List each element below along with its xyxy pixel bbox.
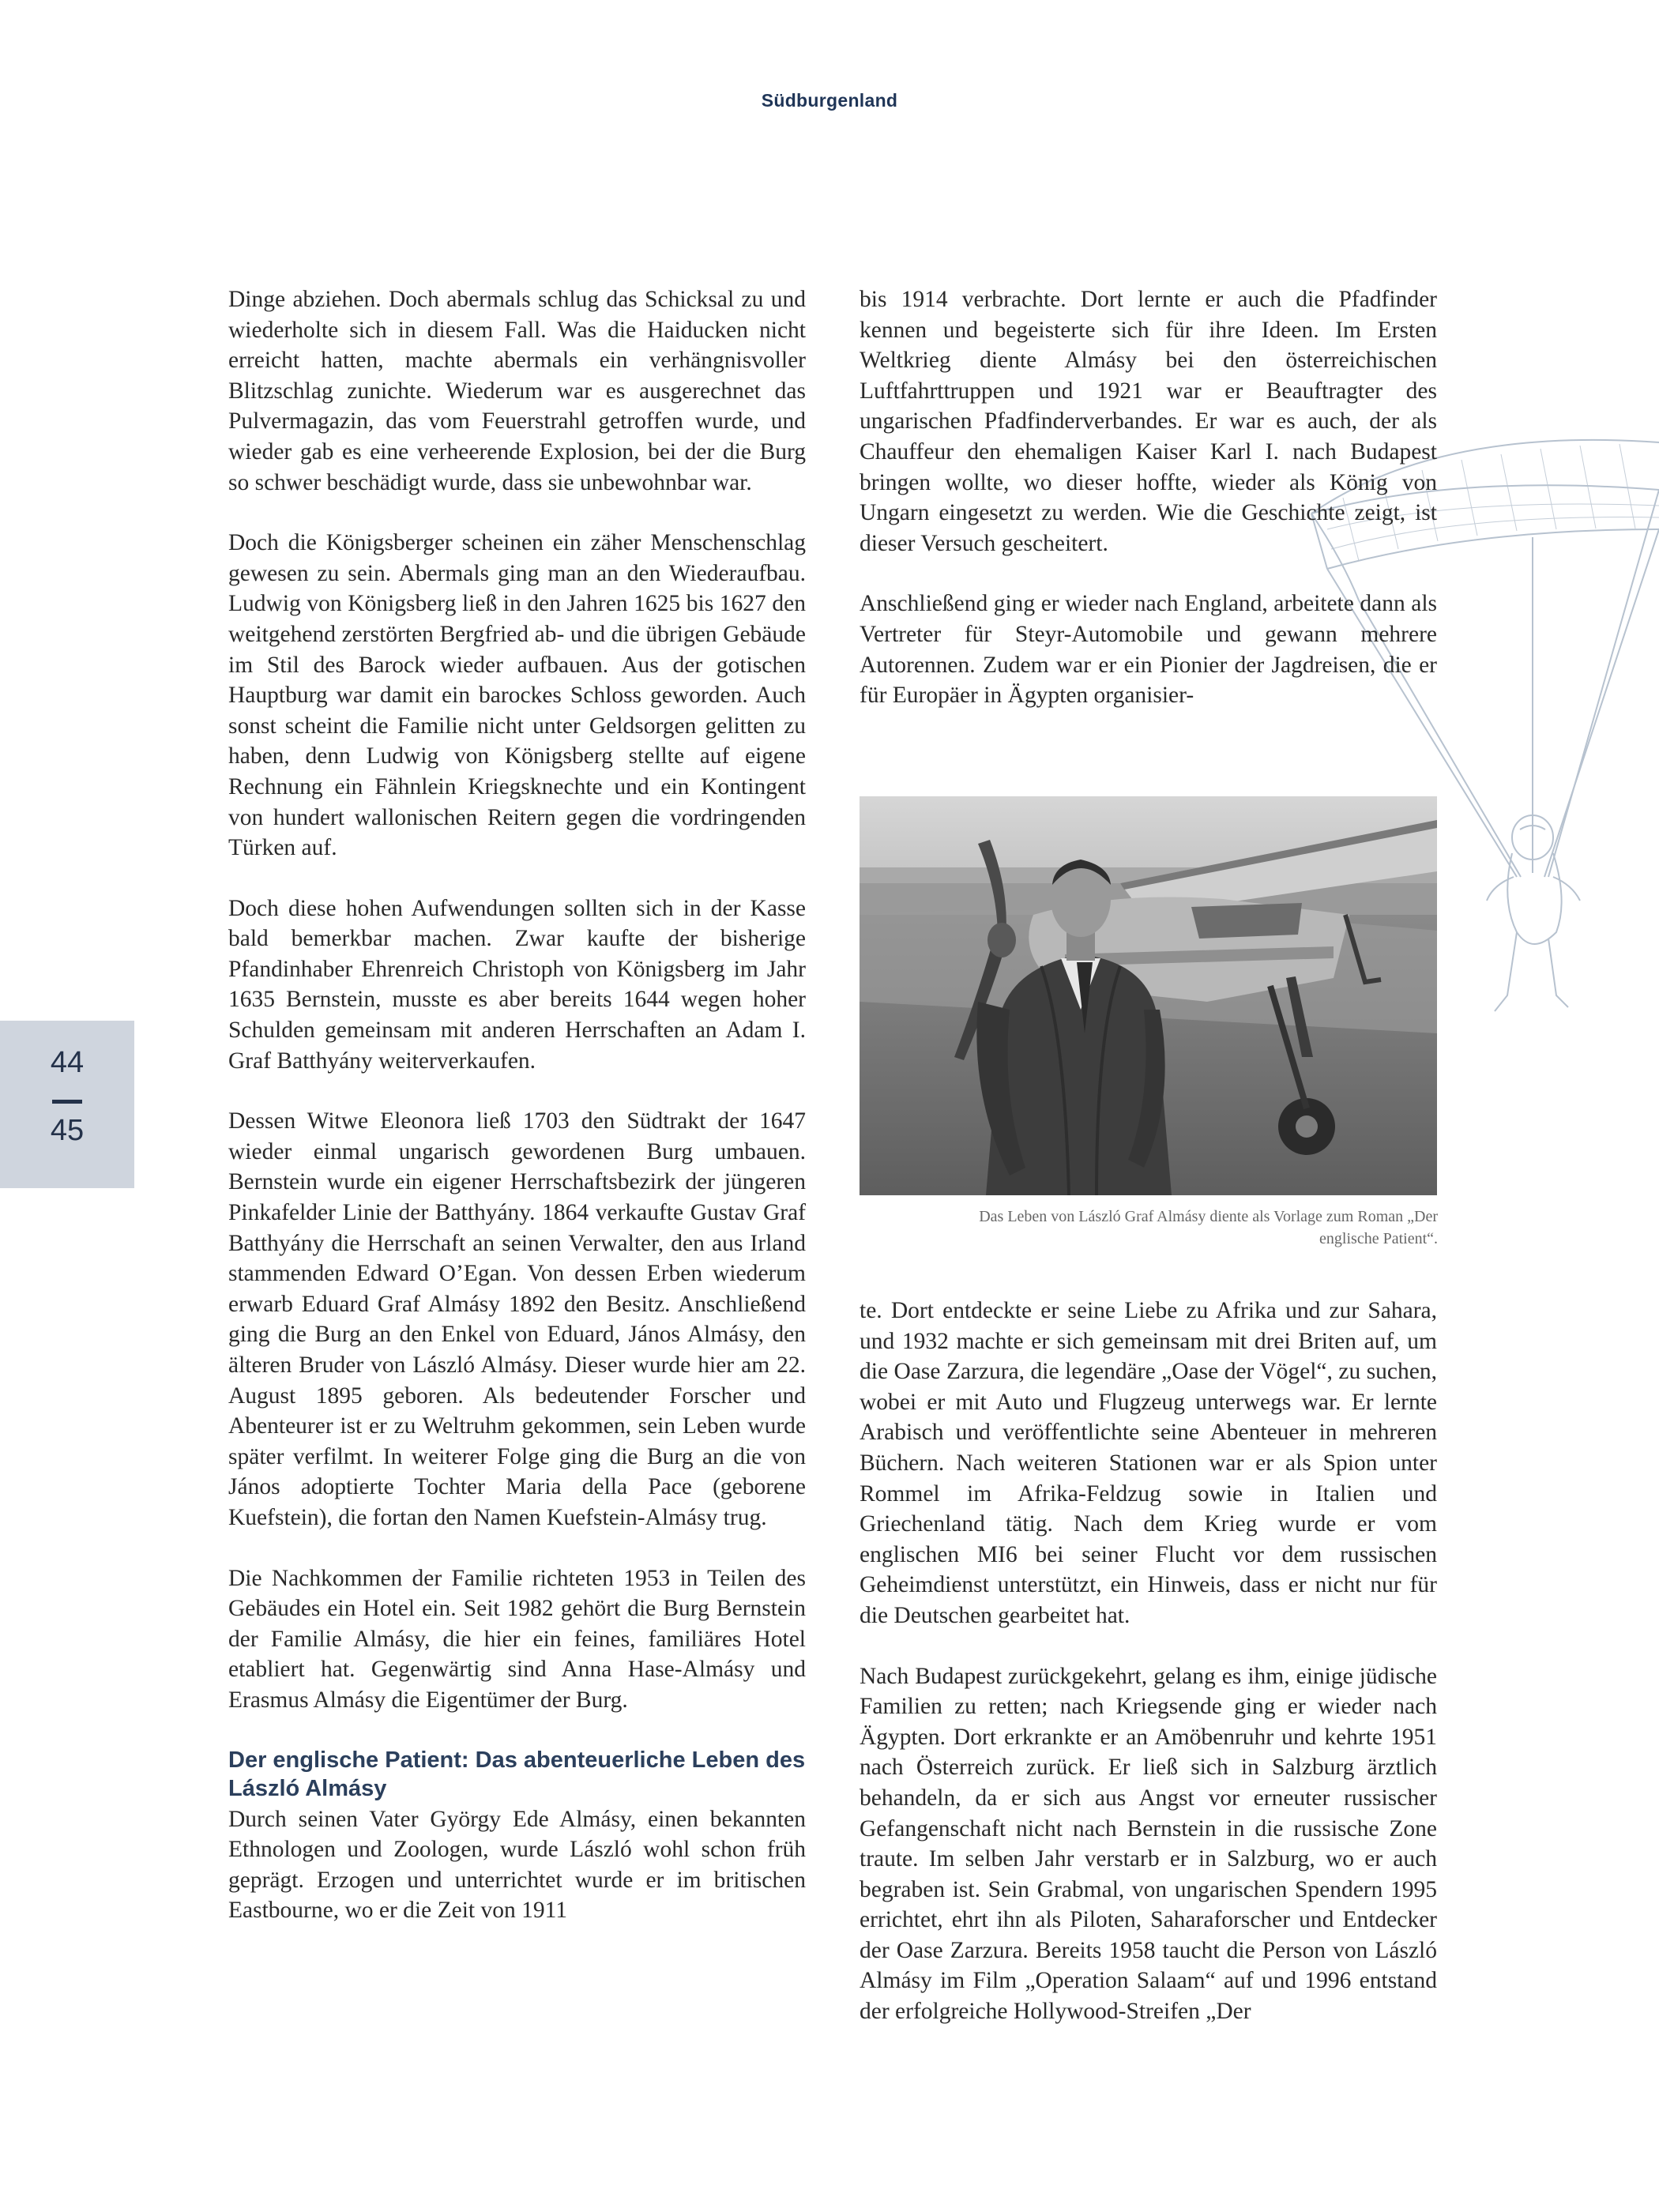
paragraph: Dinge abziehen. Doch abermals schlug das Schicksal zu und wiederholte sich in diesem Fall. Was die Haiducken nicht erreicht hatten, machte abermals ein verhängnisvoller Blitzschlag zunichte. Wiederum war es ausgerechnet das Pulvermagazin, das vom Feuerstrahl getroffen wurde, und wieder gab es eine verheerende Explosion, bei der die Burg so schwer beschädigt wurde, dass sie unbewohnbar war. — [228, 287, 806, 495]
right-text-column-top — [860, 284, 1437, 711]
page-number-left: 44 — [50, 1046, 85, 1079]
paragraph: te. Dort entdeckte er seine Liebe zu Afrika und zur Sahara, und 1932 machte er sich gemeinsam mit drei Briten auf, um die Oase Zarzura, die legendäre „Oase der Vögel“, zu suchen, wobei er mit Auto und Flugzeug unterwegs war. Er lernte Arabisch und veröffentlichte seine Abenteuer in mehreren Büchern. Nach weiteren Stationen war er als Spion unter Rommel im Afrika-Feldzug sowie in Italien und Griechenland tätig. Nach dem Krieg wurde er vom englischen MI6 bei seiner Flucht vor dem russischen Geheimdienst unterstützt, ein Hinweis, dass er nicht nur für die Deutschen gearbeitet hat. — [860, 1298, 1437, 1628]
section-subheading: Der englische Patient: Das abenteuerliche Leben des László Almásy — [228, 1747, 806, 1801]
paragraph: bis 1914 verbrachte. Dort lernte er auch die Pfadfinder kennen und begeisterte sich für ihre Ideen. Im Ersten Weltkrieg diente Almásy bei den österreichischen Luftfahrttruppen und 1921 war er Beauftragter des ungarischen Pfadfinderverbandes. Er war es auch, der als Chauffeur den ehemaligen Kaiser Karl I. nach Budapest bringen wollte, wo dieser hoffte, wieder als König von Ungarn eingesetzt zu werden. Wie die Geschichte zeigt, ist dieser Versuch gescheitert. — [860, 287, 1437, 556]
paragraph: Doch diese hohen Aufwendungen sollten sich in der Kasse bald bemerkbar machen. Zwar kaufte der bisherige Pfandinhaber Ehrenreich Christoph von Königsberg im Jahr 1635 Bernstein, musste es aber bereits 1644 wegen hoher Schulden gemeinsam mit anderen Herrschaften an Adam I. Graf Batthyány weiterverkaufen. — [228, 895, 806, 1074]
page-number-divider — [52, 1100, 82, 1104]
paragraph: Nach Budapest zurückgekehrt, gelang es ihm, einige jüdische Familien zu retten; nach Kriegsende ging er wieder nach Ägypten. Dort erkrankte er an Amöbenruhr und kehrte 1951 nach Österreich zurück. Er ließ sich in Salzburg ärztlich behandeln, da er sich aus Angst vor erneuter russischer Gefangenschaft nicht nach Bernstein in die russische Zone traute. Im selben Jahr verstarb er in Salzburg, wo er auch begraben ist. Sein Grabmal, von ungarischen Spendern 1995 errichtet, ehrt ihn als Piloten, Saharaforscher und Entdecker der Oase Zarzura. Bereits 1958 taucht die Person von László Almásy im Film „Operation Salaam“ auf und 1996 entstand der erfolgreiche Hollywood-Streifen „Der — [860, 1663, 1437, 2025]
paragraph: Anschließend ging er wieder nach England, arbeitete dann als Vertreter für Steyr-Automobile und gewann mehrere Autorennen. Zudem war er ein Pionier der Jagdreisen, die er für Europäer in Ägypten organisier- — [860, 591, 1437, 709]
paragraph: Die Nachkommen der Familie richteten 1953 in Teilen des Gebäudes ein Hotel ein. Seit 1982 gehört die Burg Bernstein der Familie Almásy, die hier ein feines, familiäres Hotel etabliert hat. Gegenwärtig sind Anna Hase-Almásy und Erasmus Almásy die Eigentümer der Burg. — [228, 1565, 806, 1713]
photo-almasy-airplane — [860, 796, 1437, 1195]
paragraph: Durch seinen Vater György Ede Almásy, einen bekannten Ethnologen und Zoologen, wurde László wohl schon früh geprägt. Erzogen und unterrichtet wurde er im britischen Eastbourne, wo er die Zeit von 1911 — [228, 1806, 806, 1924]
page-number-right: 45 — [50, 1114, 85, 1147]
photo-caption: Das Leben von László Graf Almásy diente als Vorlage zum Roman „Der englische Patient“. — [979, 1208, 1438, 1247]
right-text-column-bottom — [860, 1296, 1437, 2027]
paragraph: Doch die Königsberger scheinen ein zäher Menschenschlag gewesen zu sein. Abermals ging man an den Wiederaufbau. Ludwig von Königsberg ließ in den Jahren 1625 bis 1627 den weitgehend zerstörten Bergfried ab- und die übrigen Gebäude im Stil des Barock wieder aufbauen. Aus der gotischen Hauptburg war damit ein barockes Schloss geworden. Auch sonst scheint die Familie nicht unter Geldsorgen gelitten zu haben, denn Ludwig von Königsberg stellte auf eigene Rechnung ein Fähnlein Kriegsknechte und ein Kontingent von hundert wallonischen Reitern gegen die vordringenden Türken auf. — [228, 530, 806, 861]
left-text-column — [228, 284, 806, 1926]
running-head: Südburgenland — [761, 90, 898, 111]
paragraph: Dessen Witwe Eleonora ließ 1703 den Südtrakt der 1647 wieder einmal ungarisch gewordenen Burg umbauen. Bernstein wurde ein eigener Herrschaftsbezirk der jüngeren Pinkafelder Linie der Batthyány. 1864 verkaufte Gustav Graf Batthyány die Herrschaft an seinen Verwalter, den aus Irland stammenden Edward O’Egan. Von dessen Erben wiederum erwarb Eduard Graf Almásy 1892 den Besitz. Anschließend ging die Burg an den Enkel von Eduard, János Almásy, den älteren Bruder von László Almásy. Dieser wurde hier am 22. August 1895 geboren. Als bedeutender Forscher und Abenteurer ist er zu Weltruhm gekommen, sein Leben wurde später verfilmt. In weiterer Folge ging die Burg an die von János adoptierte Tochter Maria della Pace (geborene Kuefstein), die fortan den Namen Kuefstein-Almásy trug. — [228, 1108, 806, 1530]
page-number-tab — [0, 1021, 134, 1188]
